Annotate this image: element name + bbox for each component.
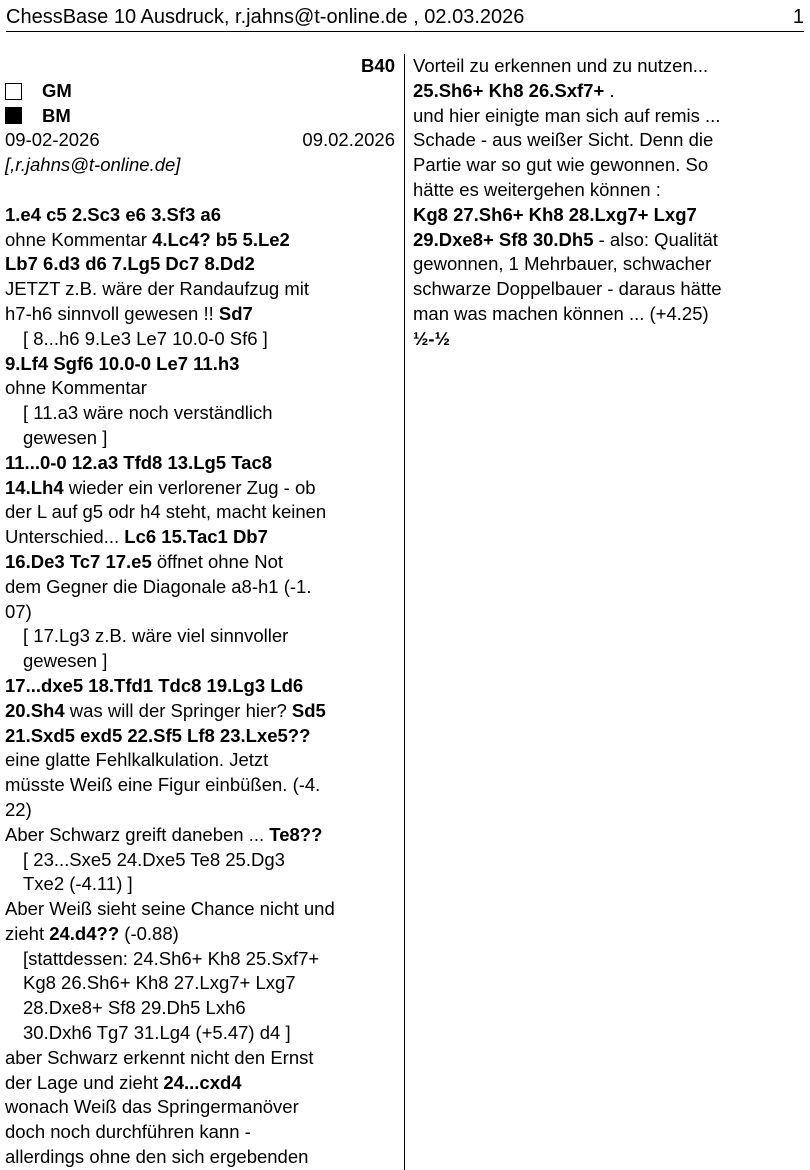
move-text: Sd5 <box>291 699 326 721</box>
spacer <box>5 178 395 203</box>
comment-text: was will der Springer hier? <box>64 699 292 721</box>
comment-text: (-0.88) <box>119 922 179 944</box>
move-text: Lc6 15.Tac1 Db7 <box>124 526 268 548</box>
annotation-line <box>5 327 395 352</box>
black-player-row <box>5 104 395 129</box>
black-player-name: BM <box>42 104 71 126</box>
game-date-right: 09.02.2026 <box>302 129 395 151</box>
annotation-line <box>413 153 803 178</box>
annotation-line <box>5 624 395 649</box>
comment-text: zieht <box>5 922 50 944</box>
annotation-line <box>413 277 803 302</box>
move-text: 1.e4 c5 2.Sc3 e6 3.Sf3 a6 <box>5 203 222 225</box>
annotation-line <box>5 1071 395 1096</box>
annotation-line <box>5 947 395 972</box>
annotation-line <box>413 327 803 352</box>
comment-text: wonach Weiß das Springermanöver <box>5 1096 299 1118</box>
annotation-line <box>5 1145 395 1170</box>
annotation-line <box>413 228 803 253</box>
right-annotation-body <box>413 54 803 352</box>
move-text: 11...0-0 12.a3 Tfd8 13.Lg5 Tac8 <box>5 451 273 473</box>
annotation-line <box>5 600 395 625</box>
annotation-line <box>5 228 395 253</box>
annotation-line <box>5 848 395 873</box>
annotation-line <box>5 699 395 724</box>
comment-text: aber Schwarz erkennt nicht den Ernst <box>5 1046 314 1068</box>
comment-text: Schade - aus weißer Sicht. Denn die <box>413 129 714 151</box>
comment-text: . <box>604 79 615 101</box>
move-text: 25.Sh6+ Kh8 26.Sxf7+ <box>413 79 605 101</box>
annotation-line <box>5 252 395 277</box>
move-text: 29.Dxe8+ Sf8 30.Dh5 <box>413 228 594 250</box>
annotation-line <box>5 203 395 228</box>
comment-text: dem Gegner die Diagonale a8-h1 (-1. <box>5 575 312 597</box>
right-column <box>413 54 803 352</box>
move-text: 20.Sh4 <box>5 699 65 721</box>
annotation-line <box>5 575 395 600</box>
annotation-line <box>5 971 395 996</box>
annotation-line <box>5 724 395 749</box>
white-player-row <box>5 79 395 104</box>
annotation-line <box>5 922 395 947</box>
comment-text: JETZT z.B. wäre der Randaufzug mit <box>5 278 309 300</box>
comment-text: gewesen ] <box>23 650 108 672</box>
move-text: 24...cxd4 <box>163 1071 242 1093</box>
annotation-line <box>5 996 395 1021</box>
annotation-line <box>5 1120 395 1145</box>
comment-text: ohne Kommentar <box>5 377 147 399</box>
move-text: Kg8 27.Sh6+ Kh8 28.Lxg7+ Lxg7 <box>413 203 697 225</box>
comment-text: Vorteil zu erkennen und zu nutzen... <box>413 55 709 76</box>
comment-text: Kg8 26.Sh6+ Kh8 27.Lxg7+ Lxg7 <box>23 972 296 994</box>
annotation-line <box>5 550 395 575</box>
move-text: 17...dxe5 18.Tfd1 Tdc8 19.Lg3 Ld6 <box>5 674 304 696</box>
annotation-line <box>5 451 395 476</box>
comment-text: doch noch durchführen kann - <box>5 1121 251 1143</box>
annotator: [,r.jahns@t-online.de] <box>5 154 181 176</box>
text-columns <box>0 54 810 1170</box>
annotation-line <box>5 426 395 451</box>
comment-text: - also: Qualität <box>593 228 718 250</box>
game-date-left: 09-02-2026 <box>5 129 100 151</box>
header-title: ChessBase 10 Ausdruck, r.jahns@t-online.de , 02.03.2026 <box>6 6 525 28</box>
annotation-line <box>5 476 395 501</box>
move-text: ½-½ <box>413 327 451 349</box>
white-square-icon <box>5 83 22 100</box>
annotation-line <box>5 277 395 302</box>
comment-text: 07) <box>5 600 32 622</box>
comment-text: Aber Weiß sieht seine Chance nicht und <box>5 898 335 920</box>
annotation-line <box>5 525 395 550</box>
left-column <box>5 54 395 1170</box>
comment-text: und hier einigte man sich auf remis ... <box>413 104 721 126</box>
comment-text: [ 11.a3 wäre noch verständlich <box>23 402 273 424</box>
comment-text: Txe2 (-4.11) ] <box>23 873 133 895</box>
comment-text: man was machen können ... (+4.25) <box>413 302 709 324</box>
comment-text: der L auf g5 odr h4 steht, macht keinen <box>5 501 327 523</box>
annotation-line <box>413 104 803 129</box>
annotation-line <box>5 302 395 327</box>
black-square-icon <box>5 107 22 124</box>
comment-text: ohne Kommentar <box>5 228 153 250</box>
white-player-name: GM <box>42 79 72 101</box>
annotation-line <box>5 823 395 848</box>
comment-text: [ 17.Lg3 z.B. wäre viel sinnvoller <box>23 625 289 647</box>
comment-text: müsste Weiß eine Figur einbüßen. (-4. <box>5 774 321 796</box>
annotation-line <box>413 302 803 327</box>
annotation-line <box>413 54 803 79</box>
annotation-line <box>5 1095 395 1120</box>
move-text: 16.De3 Tc7 17.e5 <box>5 550 152 572</box>
annotation-line <box>5 897 395 922</box>
comment-text: 28.Dxe8+ Sf8 29.Dh5 Lxh6 <box>23 997 246 1019</box>
move-text: 14.Lh4 <box>5 476 64 498</box>
comment-text: h7-h6 sinnvoll gewesen !! <box>5 302 219 324</box>
comment-text: hätte es weitergehen können : <box>413 178 661 200</box>
annotation-line <box>5 798 395 823</box>
comment-text: 30.Dxh6 Tg7 31.Lg4 (+5.47) d4 ] <box>23 1022 291 1044</box>
annotation-line <box>413 79 803 104</box>
annotation-line <box>5 649 395 674</box>
move-text: 21.Sxd5 exd5 22.Sf5 Lf8 23.Lxe5?? <box>5 724 311 746</box>
move-text: 9.Lf4 Sgf6 10.0-0 Le7 11.h3 <box>5 352 240 374</box>
comment-text: Partie war so gut wie gewonnen. So <box>413 154 709 176</box>
comment-text: [ 23...Sxe5 24.Dxe5 Te8 25.Dg3 <box>23 848 285 870</box>
annotation-line <box>413 203 803 228</box>
print-header <box>6 2 804 32</box>
comment-text: schwarze Doppelbauer - daraus hätte <box>413 278 722 300</box>
comment-text: eine glatte Fehlkalkulation. Jetzt <box>5 749 269 771</box>
move-text: 24.d4?? <box>49 922 120 944</box>
annotation-line <box>5 748 395 773</box>
annotation-line <box>5 500 395 525</box>
comment-text: Unterschied... <box>5 526 125 548</box>
comment-text: [ 8...h6 9.Le3 Le7 10.0-0 Sf6 ] <box>23 327 268 349</box>
page-number: 1 <box>792 6 804 28</box>
annotation-line <box>5 1021 395 1046</box>
annotation-line <box>413 252 803 277</box>
comment-text: der Lage und zieht <box>5 1071 164 1093</box>
comment-text: gewesen ] <box>23 426 108 448</box>
annotation-line <box>5 1046 395 1071</box>
comment-text: [stattdessen: 24.Sh6+ Kh8 25.Sxf7+ <box>23 947 320 969</box>
annotation-line <box>5 872 395 897</box>
move-text: 4.Lc4? b5 5.Le2 <box>152 228 290 250</box>
move-text: Lb7 6.d3 d6 7.Lg5 Dc7 8.Dd2 <box>5 253 255 275</box>
move-text: Te8?? <box>269 823 323 845</box>
annotation-line <box>5 401 395 426</box>
comment-text: öffnet ohne Not <box>151 550 284 572</box>
annotation-line <box>5 674 395 699</box>
comment-text: gewonnen, 1 Mehrbauer, schwacher <box>413 253 712 275</box>
annotation-line <box>413 128 803 153</box>
comment-text: Aber Schwarz greift daneben ... <box>5 823 270 845</box>
annotation-line <box>5 773 395 798</box>
game-dates-row <box>5 128 395 153</box>
left-annotation-body <box>5 203 395 1170</box>
comment-text: wieder ein verlorener Zug - ob <box>63 476 316 498</box>
comment-text: allerdings ohne den sich ergebenden <box>5 1146 309 1168</box>
comment-text: 22) <box>5 798 32 820</box>
annotation-line <box>413 178 803 203</box>
annotation-line <box>5 376 395 401</box>
column-divider <box>404 54 405 1170</box>
annotation-line <box>5 352 395 377</box>
eco-code: B40 <box>361 55 395 76</box>
move-text: Sd7 <box>218 302 253 324</box>
